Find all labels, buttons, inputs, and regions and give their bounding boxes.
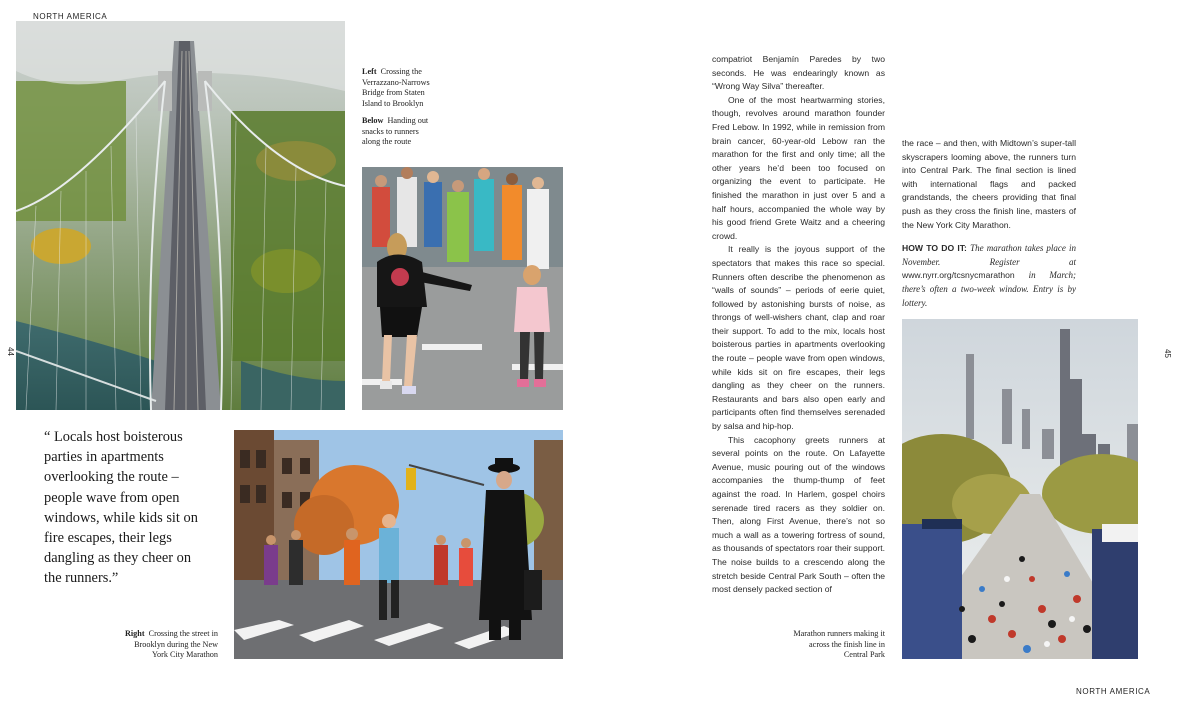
running-head-left: NORTH AMERICA: [33, 12, 108, 21]
body-column-2: [902, 137, 1076, 310]
body-column-1: [712, 53, 885, 597]
caption-bridge-text: Crossing the Verrazzano-Narrows Bridge from Staten Island to Brooklyn: [362, 67, 430, 108]
caption-snacks: [362, 116, 438, 148]
central-park-finish-photo: [902, 319, 1138, 659]
running-foot-right: NORTH AMERICA: [1076, 687, 1151, 696]
how-to-text-2: in March; there’s often a two-week window. Entry is by lottery.: [902, 270, 1076, 308]
brooklyn-street-photo: [234, 430, 563, 659]
caption-finish: Marathon runners making it across the finish line in Central Park: [793, 629, 885, 660]
snack-handout-photo: [362, 167, 563, 410]
aerial-bridge-photo: [16, 21, 345, 410]
body-paragraph: the race – and then, with Midtown’s super-tall skyscrapers looming above, the runners turn into Central Park. The final section is lined with international flags and packed grandstands, the cheers providing that final push as they cross the finish line, masters of the New York City Marathon.: [902, 138, 1076, 230]
page-number-right: 45: [1162, 349, 1172, 358]
caption-bridge: [362, 67, 442, 109]
caption-street-text: Crossing the street in Brooklyn during the New York City Marathon: [134, 629, 218, 660]
how-to-do-it: [902, 242, 1076, 310]
body-paragraph: compatriot Benjamín Paredes by two seconds. He was endearingly known as “Wrong Way Silva” thereafter.: [712, 54, 885, 92]
body-paragraph: This cacophony greets runners at several points on the route. On Lafayette Avenue, music pouring out of the windows accompanies the thump-thump of feet against the road. In Harlem, gospel choirs serenade tired racers as they soldier on. Then, along First Avenue, there’s not so much a wall as a towering fortress of sound, as thousands of spectators roar their support. The noise builds to a crescendo along the stretch beside Central Park South – often the most densely packed section of: [712, 434, 885, 595]
page-number-left: 44: [5, 347, 15, 356]
pull-quote: “ Locals host boisterous parties in apartments overlooking the route – people wave from open windows, while kids sit on fire escapes, their legs dangling as they cheer on the runners.”: [44, 429, 198, 587]
body-paragraph: One of the most heartwarming stories, though, revolves around marathon founder Fred Lebow. In 1992, while in remission from brain cancer, 60-year-old Lebow ran the marathon for the first and only time; all the other years he’d been too focused on organizing the event to participate. He finished the marathon in just over 5 and a half hours, accompanied the whole way by his good friend Grete Waitz and a cheering crowd.: [712, 94, 885, 241]
how-to-text-1: The marathon takes place in November. Register at: [902, 243, 1076, 267]
caption-street: [120, 629, 218, 661]
caption-snacks-text: Handing out snacks to runners along the route: [362, 116, 429, 147]
caption-street-label: Right: [124, 629, 145, 638]
caption-bridge-label: Left: [362, 67, 377, 76]
caption-snacks-label: Below: [362, 116, 384, 125]
how-to-label: HOW TO DO IT:: [902, 243, 967, 254]
how-to-url[interactable]: www.nyrr.org/tcsnycmarathon: [902, 270, 1015, 281]
body-paragraph: It really is the joyous support of the spectators that makes this race so special. Runners often describe the phenomenon as “walls of sounds” – periods of eerie quiet, followed by astonishing bursts of noise, as throngs of well-wishers chant, clap and roar their support. To add to the mix, locals host boisterous parties in apartments overlooking the route – people wave from open windows, while kids sit on fire escapes, their legs dangling as they cheer on the runners. Restaurants and bars also open early and participants often find themselves serenaded by salsa and hip-hop.: [712, 244, 885, 432]
